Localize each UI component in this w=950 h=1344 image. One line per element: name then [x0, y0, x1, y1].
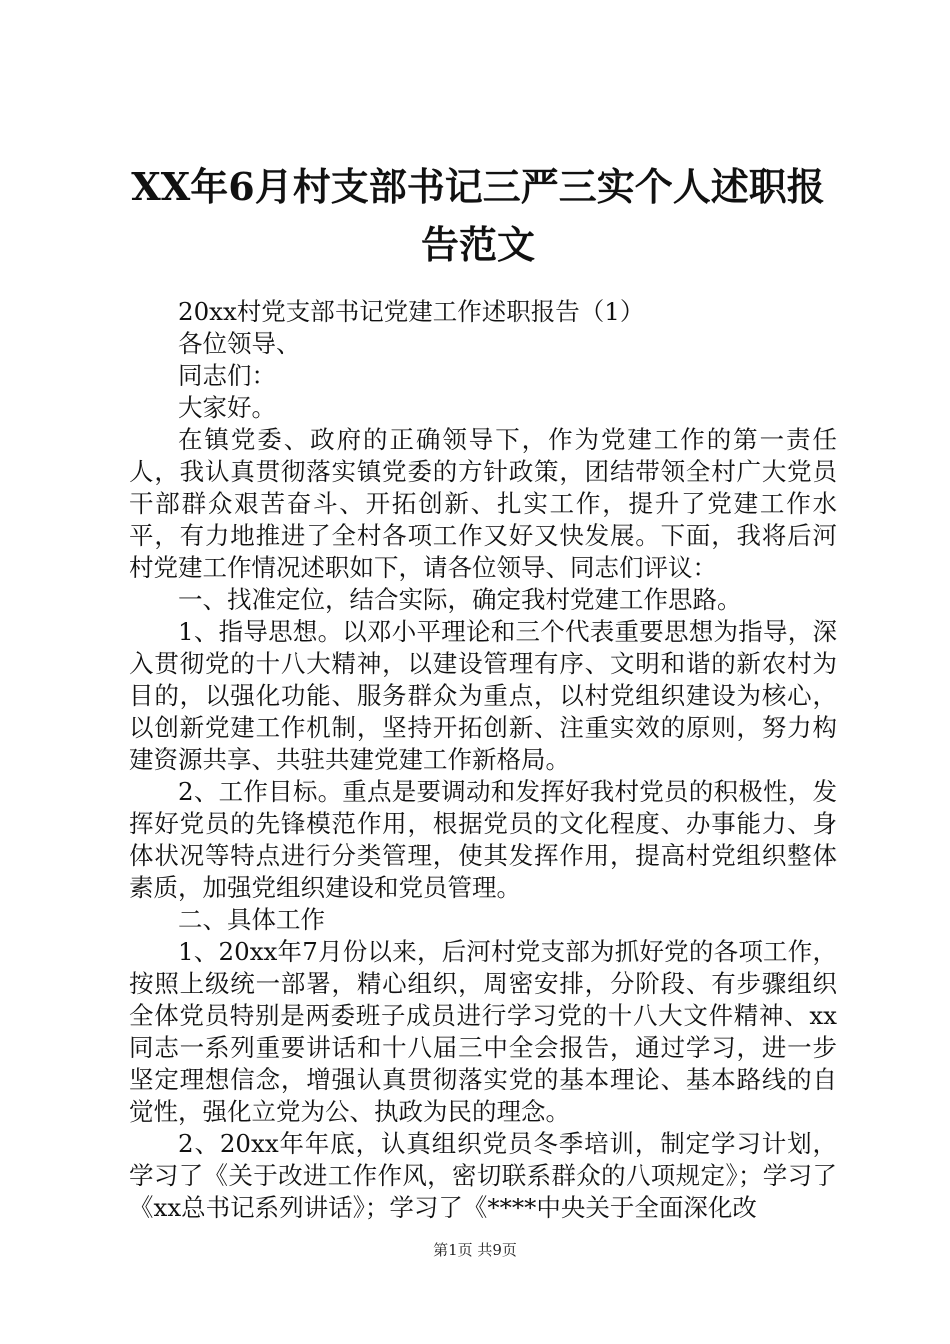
intro-paragraph: 在镇党委、政府的正确领导下，作为党建工作的第一责任人，我认真贯彻落实镇党委的方针政策，团结带领全村广大党员干部群众艰苦奋斗、开拓创新、扎实工作，提升了党建工作水平，有力地推进了全村各项工作又好又快发展。下面，我将后河村党建工作情况述职如下，请各位领导、同志们评议： [129, 425, 837, 582]
document-title: XX年6月村支部书记三严三实个人述职报告范文 [131, 164, 825, 267]
greeting: 大家好。 [178, 393, 276, 422]
report-subtitle: 20xx村党支部书记党建工作述职报告（1） [178, 297, 645, 326]
work-goals-paragraph: 2、工作目标。重点是要调动和发挥好我村党员的积极性，发挥好党员的先锋模范作用，根据党员的文化程度、办事能力、身体状况等特点进行分类管理，使其发挥作用，提高村党组织整体素质，加强党组织建设和党员管理。 [129, 777, 837, 902]
page-footer: 第1页 共9页 [433, 1241, 517, 1259]
salutation-comrades: 同志们： [178, 361, 276, 390]
section-heading-1: 一、找准定位，结合实际，确定我村党建工作思路。 [178, 585, 742, 614]
document-body [129, 296, 837, 1224]
section-heading-2: 二、具体工作 [178, 905, 325, 934]
guiding-ideology-paragraph: 1、指导思想。以邓小平理论和三个代表重要思想为指导，深入贯彻党的十八大精神，以建设管理有序、文明和谐的新农村为目的，以强化功能、服务群众为重点，以村党组织建设为核心，以创新党建工作机制，坚持开拓创新、注重实效的原则，努力构建资源共享、共驻共建党建工作新格局。 [129, 617, 837, 774]
work-item-2-paragraph: 2、20xx年年底，认真组织党员冬季培训，制定学习计划，学习了《关于改进工作作风，密切联系群众的八项规定》；学习了《xx总书记系列讲话》；学习了《****中央关于全面深化改 [129, 1129, 837, 1222]
work-item-1-paragraph: 1、20xx年7月份以来，后河村党支部为抓好党的各项工作，按照上级统一部署，精心组织，周密安排，分阶段、有步骤组织全体党员特别是两委班子成员进行学习党的十八大文件精神、xx同志一系列重要讲话和十八届三中全会报告，通过学习，进一步坚定理想信念，增强认真贯彻落实党的基本理论、基本路线的自觉性，强化立党为公、执政为民的理念。 [129, 937, 837, 1126]
salutation-leaders: 各位领导、 [178, 329, 301, 358]
